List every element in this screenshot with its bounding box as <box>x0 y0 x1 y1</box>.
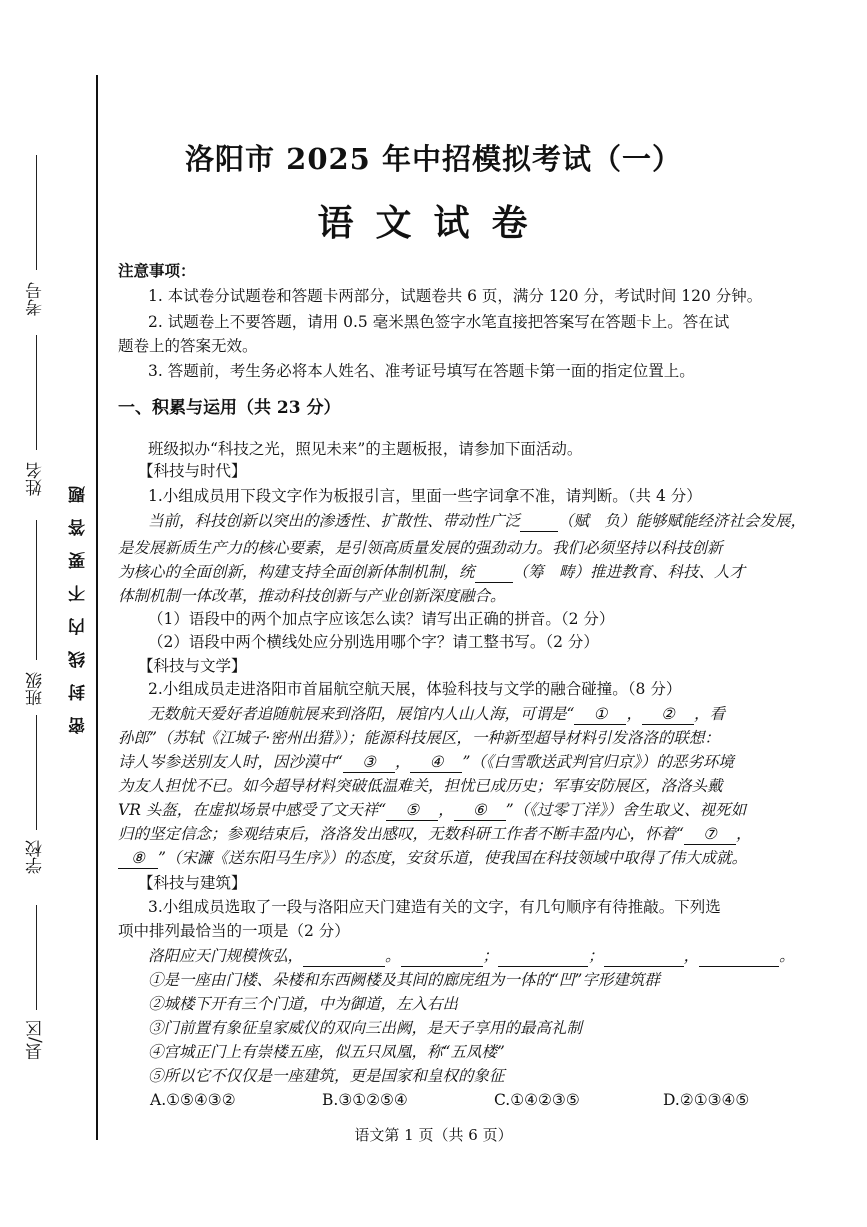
q2-blank-2[interactable]: ② <box>642 705 694 725</box>
q1-passage-line-3 <box>118 563 745 583</box>
q1-passage-line-3b: （筹 畴）推进教育、科技、人才 <box>512 563 746 581</box>
page-title: 洛阳市 2025 年中招模拟考试（一） <box>185 142 682 176</box>
q2-passage-line-7 <box>118 849 747 869</box>
choice-a[interactable]: A.①⑤④③② <box>150 1091 236 1109</box>
q1-passage-line-4: 体制机制一体改革，推动科技创新与产业创新深度融合。 <box>118 587 506 605</box>
label-banji: 班级 <box>26 672 46 706</box>
q3-sequence-line: 洛阳应天门规模恢弘， 。 ； ； ， 。 <box>148 947 795 965</box>
q2-passage-line-2: 孙郎”（苏轼《江城子·密州出猎》）；能源科技展区，一种新型超导材料引发洛洛的联想： <box>118 729 720 747</box>
q3-blank-5[interactable] <box>699 947 779 967</box>
q2-text-5b: ”（《过零丁洋》）舍生取义、视死如 <box>505 801 747 819</box>
q1-subquestion-2: （2）语段中两个横线处应分别选用哪个字？请工整书写。（2 分） <box>148 633 599 651</box>
label-kaohao: 考号 <box>26 282 46 316</box>
question-2: 2.小组成员走进洛阳市首届航空航天展，体验科技与文学的融合碰撞。（8 分） <box>148 680 682 698</box>
section-intro: 班级拟办“科技之光，照见未来”的主题板报，请参加下面活动。 <box>148 440 583 458</box>
subheading-tech-era: 【科技与时代】 <box>138 462 247 480</box>
q1-blank-1[interactable] <box>520 512 558 532</box>
page-subtitle: 语文试卷 <box>317 202 550 244</box>
q1-subquestion-1: （1）语段中的两个加点字应该怎么读？请写出正确的拼音。（2 分） <box>148 610 615 628</box>
seal-notice: 密封线内不要答题 <box>69 470 89 734</box>
q2-blank-8[interactable]: ⑧ <box>118 849 158 869</box>
q2-blank-1[interactable]: ① <box>574 705 626 725</box>
q2-text-5a: VR 头盔，在虚拟场景中感受了文天祥“ <box>118 801 387 819</box>
q3-blank-4[interactable] <box>604 947 684 967</box>
label-xianqu: 县/区 <box>26 1020 46 1060</box>
q2-passage-line-5: VR 头盔，在虚拟场景中感受了文天祥“ ⑤ ， ⑥ ”（《过零丁洋》）舍生取义、视死如 <box>118 801 747 819</box>
notice-heading: 注意事项： <box>118 261 196 280</box>
question-3-line-2: 项中排列最恰当的一项是（2 分） <box>118 922 350 940</box>
field-line-xingming[interactable] <box>36 335 37 450</box>
q2-passage-line-4: 为友人担忧不已。如今超导材料突破低温难关，担忧已成历史；军事安防展区，洛洛头戴 <box>118 777 723 795</box>
question-1: 1.小组成员用下段文字作为板报引言，里面一些字词拿不准，请判断。（共 4 分） <box>148 487 702 505</box>
q3-blank-3[interactable] <box>498 947 588 967</box>
q2-blank-6[interactable]: ⑥ <box>454 801 506 821</box>
q3-blank-1[interactable] <box>303 947 385 967</box>
q3-option-3: ③门前置有象征皇家威仪的双向三出阙，是天子享用的最高礼制 <box>148 1019 583 1037</box>
q2-blank-5[interactable]: ⑤ <box>386 801 438 821</box>
q3-option-2: ②城楼下开有三个门道，中为御道，左入右出 <box>148 995 459 1013</box>
subheading-tech-architecture: 【科技与建筑】 <box>138 874 247 892</box>
label-xuexiao: 学校 <box>26 840 46 874</box>
q1-passage-line-1 <box>148 512 806 532</box>
q2-passage-line-6: 归的坚定信念；参观结束后，洛洛发出感叹，无数科研工作者不断丰盈内心，怀着“ ⑦ ， <box>118 825 752 843</box>
page-footer: 语文第 1 页（共 6 页） <box>354 1126 513 1144</box>
q3-option-1: ①是一座由门楼、朵楼和东西阙楼及其间的廊庑组为一体的“凹”字形建筑群 <box>148 971 660 989</box>
q1-passage-line-1a: 当前，科技创新以突出的渗透性、扩散性、带动性广泛 <box>148 512 521 530</box>
choice-b[interactable]: B.③①②⑤④ <box>322 1091 408 1109</box>
field-line-xuexiao[interactable] <box>36 715 37 830</box>
q2-passage-line-3: 诗人岑参送别友人时，因沙漠中“ ③ ， ④ ”（《白雪歌送武判官归京》）的恶劣环境 <box>118 753 734 771</box>
q2-text-3a: 诗人岑参送别友人时，因沙漠中“ <box>118 753 343 771</box>
q3-lead-text: 洛阳应天门规模恢弘， <box>148 947 304 965</box>
q2-text-7b: ”（宋濂《送东阳马生序》）的态度，安贫乐道，使我国在科技领域中取得了伟大成就。 <box>158 849 748 867</box>
notice-item-1: 1. 本试卷分试题卷和答题卡两部分，试题卷共 6 页，满分 120 分，考试时间 120 分钟。 <box>148 287 763 305</box>
q3-option-4: ④宫城正门上有崇楼五座，似五只凤凰，称“五凤楼” <box>148 1043 505 1061</box>
section-heading: 一、积累与运用（共 23 分） <box>118 398 341 418</box>
question-3-line-1: 3.小组成员选取了一段与洛阳应天门建造有关的文字，有几句顺序有待推敲。下列选 <box>148 898 721 916</box>
q3-blank-2[interactable] <box>401 947 483 967</box>
q2-blank-3[interactable]: ③ <box>343 753 395 773</box>
q2-text-1b: ，看 <box>693 705 725 723</box>
label-xingming: 姓名 <box>26 462 46 496</box>
q1-blank-2[interactable] <box>475 563 513 583</box>
q2-text-6a: 归的坚定信念；参观结束后，洛洛发出感叹，无数科研工作者不断丰盈内心，怀着“ <box>118 825 684 843</box>
q2-text-3b: ”（《白雪歌送武判官归京》）的恶劣环境 <box>462 753 734 771</box>
q3-option-5: ⑤所以它不仅仅是一座建筑，更是国家和皇权的象征 <box>148 1067 505 1085</box>
choice-c[interactable]: C.①④②③⑤ <box>494 1091 580 1109</box>
q1-passage-line-3a: 为核心的全面创新，构建支持全面创新体制机制，统 <box>118 563 475 581</box>
notice-item-3: 3. 答题前，考生务必将本人姓名、准考证号填写在答题卡第一面的指定位置上。 <box>148 362 695 380</box>
q1-passage-line-1b: （赋 负）能够赋能经济社会发展， <box>558 512 807 530</box>
q1-passage-line-2: 是发展新质生产力的核心要素，是引领高质量发展的强劲动力。我们必须坚持以科技创新 <box>118 539 723 557</box>
q2-text-1a: 无数航天爱好者追随航展来到洛阳，展馆内人山人海，可谓是“ <box>148 705 575 723</box>
notice-item-2b: 题卷上的答案无效。 <box>118 337 258 355</box>
choice-d[interactable]: D.②①③④⑤ <box>663 1091 750 1109</box>
subheading-tech-literature: 【科技与文学】 <box>138 657 247 675</box>
q2-blank-7[interactable]: ⑦ <box>684 825 736 845</box>
notice-item-2a: 2. 试题卷上不要答题，请用 0.5 毫米黑色签字水笔直接把答案写在答题卡上。答在试 <box>148 313 730 331</box>
field-line-banji[interactable] <box>36 520 37 660</box>
q2-passage-line-1: 无数航天爱好者追随航展来到洛阳，展馆内人山人海，可谓是“ ① ， ② ，看 <box>148 705 725 723</box>
field-line-xianqu[interactable] <box>36 905 37 1010</box>
q2-blank-4[interactable]: ④ <box>410 753 462 773</box>
